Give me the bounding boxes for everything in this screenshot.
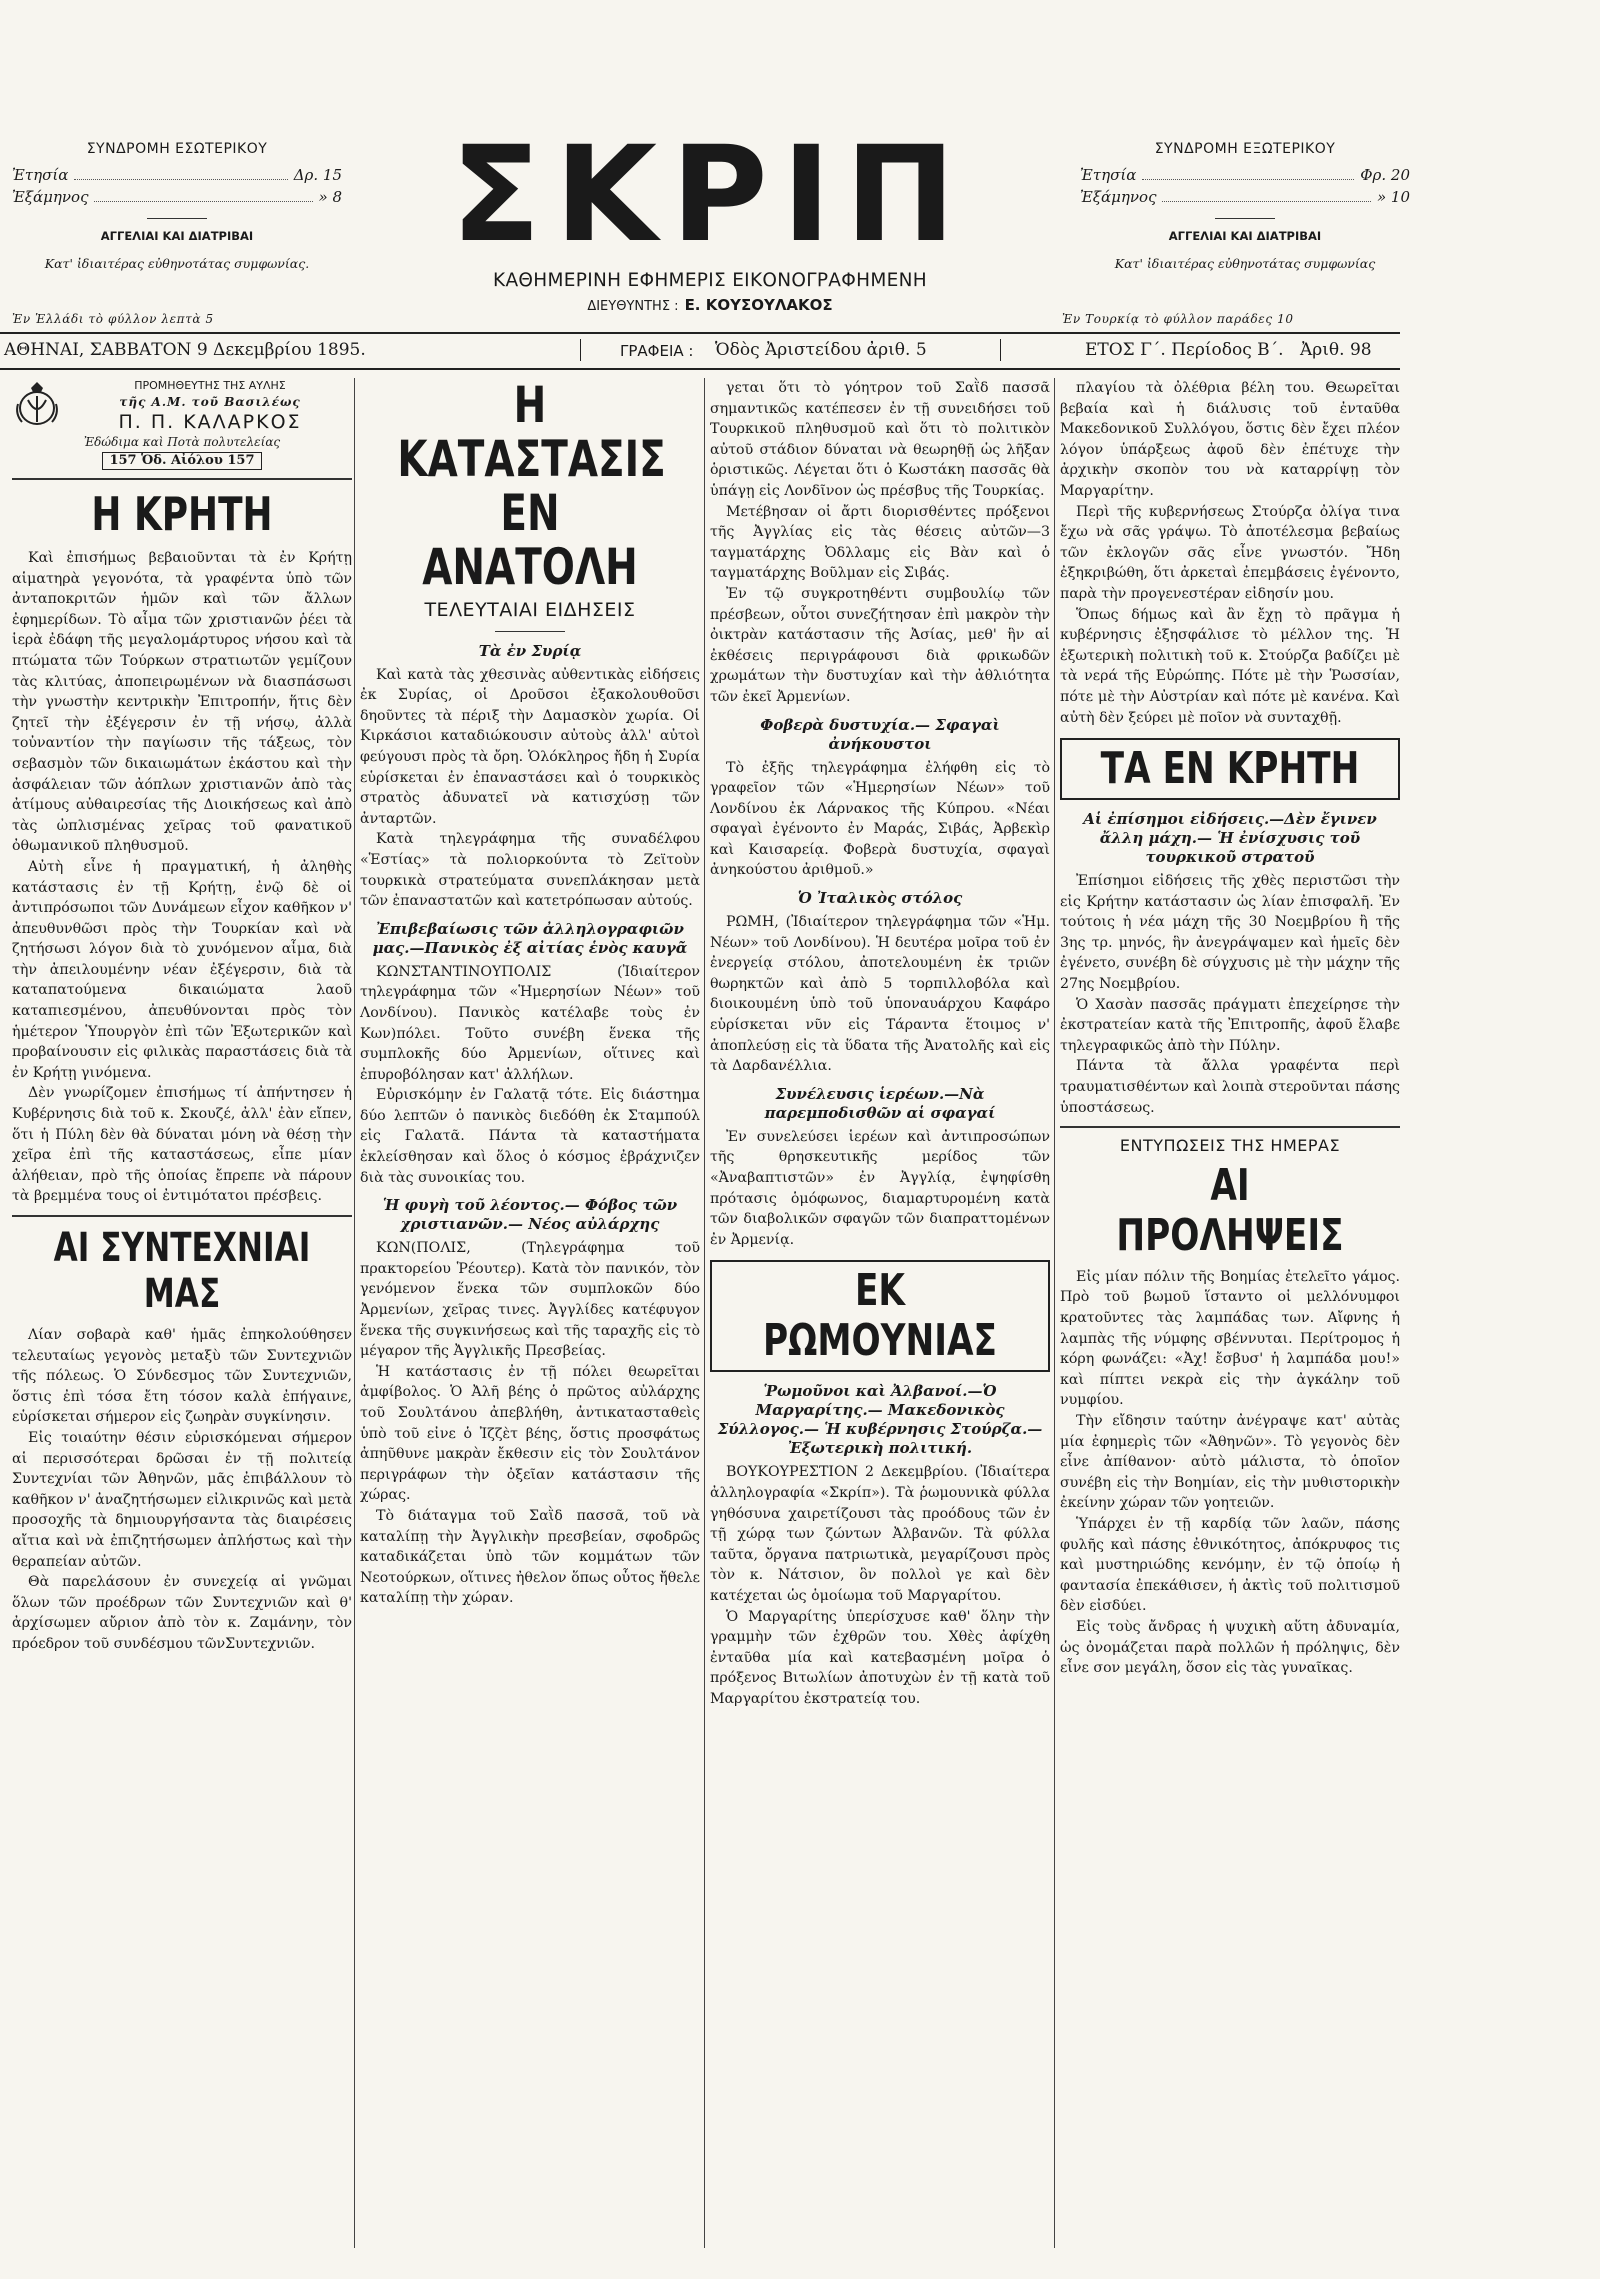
column-2	[360, 378, 700, 1609]
section-official-news: Αἱ ἐπίσημοι εἰδήσεις.—Δὲν ἔγινεν ἄλλη μάχη.— Ἡ ἐνίσχυσις τοῦ τουρκικοῦ στρατοῦ	[1083, 810, 1377, 867]
headline-crete-affairs: ΤΑ ΕΝ ΚΡΗΤΗ	[1100, 743, 1360, 795]
ads-label: ΑΓΓΕΛΙΑΙ ΚΑΙ ΔΙΑΤΡΙΒΑΙ	[1168, 229, 1322, 243]
article-paragraph: Κατὰ τηλεγράφημα τῆς συναδέλφου «Ἑστίας» τὰ πολιορκούντα τὸ Ζεϊτοὺν τουρκικὰ στρατεύματα συνεπλάκησαν μετὰ τῶν ἐπαναστατῶν καὶ κατετρόπωσαν αὐτούς.	[360, 831, 700, 910]
director-line: ΔΙΕΥΘΥΝΤΗΣ : Ε. ΚΟΥΣΟΥΛΑΚΟΣ	[587, 296, 833, 314]
article-paragraph: Ὁ Μαργαρίτης ὑπερίσχυσε καθ' ὅλην τὴν γραμμὴν τῶν ἐχθρῶν του. Χθὲς ἀφίχθη ἐνταῦθα μία καὶ κατεβασμένη μοῖρα ὁ πρόξενος Βιτωλίων ἀποτυχὼν ἐν τῇ κατὰ τοῦ Μαργαρίτου ἐκστρατείᾳ του.	[710, 1608, 1050, 1707]
ads-note: Κατ' ἰδιαιτέρας εὐθηνοτάτας συμφωνίας.	[44, 256, 310, 271]
article-paragraph: γεται ὅτι τὸ γόητρον τοῦ Σαῒδ πασσᾶ σημαντικῶς κατέπεσεν ἐν τῇ συνειδήσει τοῦ Τουρκικοῦ πληθυσμοῦ καὶ ὅτι τὸ πολιτικὸν αὐτοῦ στάδιον δύναται νὰ θεωρηθῇ ὡς λῆξαν ὁριστικῶς. Λέγεται ὅτι ὁ Κωστάκη πασσᾶς θὰ ὑπάγῃ εἰς Λονδῖνον ὡς πρέσβυς τῆς Τουρκίας.	[710, 380, 1050, 499]
ads-note: Κατ' ἰδιαιτέρας εὐθηνοτάτας συμφωνίας	[1114, 256, 1376, 271]
article-paragraph: Εὐρισκόμην ἐν Γαλατᾷ τότε. Εἰς διάστημα δύο λεπτῶν ὁ πανικὸς διεδόθη ἐκ Σταμπούλ εἰς Γαλατᾶ. Πάντα τὰ καταστήματα ἐκλείσθησαν καὶ ὅλος ὁ κόσμος ἐβράχνιζεν διὰ τὰς συνοικίας του.	[360, 1087, 700, 1186]
section-italian-fleet: Ὁ Ἰταλικὸς στόλος	[797, 889, 963, 908]
section-lion-escape: Ἡ φυγὴ τοῦ λέοντος.— Φόβος τῶν χριστιανῶν.— Νέος αὐλάρχης	[382, 1196, 678, 1234]
volume-info: ΕΤΟΣ Γ΄. Περίοδος Β΄.	[1085, 340, 1284, 360]
section-priests-assembly: Συνέλευσις ἱερέων.—Νὰ παρεμποδισθῶν αἱ σφαγαί	[764, 1084, 996, 1122]
ads-label: ΑΓΓΕΛΙΑΙ ΚΑΙ ΔΙΑΤΡΙΒΑΙ	[100, 229, 254, 243]
subheadline-latest-news: ΤΕΛΕΥΤΑΙΑΙ ΕΙΔΗΣΕΙΣ	[424, 599, 636, 621]
column-3	[710, 378, 1050, 1710]
headline-situation: Η ΚΑΤΑΣΤΑΣΙΣ	[397, 376, 666, 488]
subscription-row: Ἐξάμηνος » 10	[1080, 188, 1410, 206]
section-syria: Τὰ ἐν Συρίᾳ	[478, 641, 582, 660]
advertisement-kalarkos: ΠΡΟΜΗΘΕΥΤΗΣ ΤΗΣ ΑΥΛΗΣ τῆς Α.Μ. τοῦ Βασιλέως Π. Π. ΚΑΛΑΡΚΟΣ Ἐδώδιμα καὶ Ποτὰ πολυτελείας 157 Ὁδ. Αἰόλου 157	[12, 378, 352, 470]
office-address: Ὁδὸς Ἀριστείδου ἀριθ. 5	[715, 340, 927, 360]
article-paragraph: Τὸ ἐξῆς τηλεγράφημα ἐλήφθη εἰς τὸ γραφεῖον τῶν «Ἡμερησίων Νέων» τοῦ Λονδίνου ἐκ Λάρνακος τῆς Κύπρου. «Νέαι σφαγαὶ ἐγένοντο ἐν Μαράς, Σιβάς, Ἀρβεκὶρ καὶ Καισαρείᾳ. Φοβερὰ δυστυχία, σφαγαὶ ἀνηκούστου ἀριθμοῦ.»	[710, 759, 1050, 879]
article-paragraph: Ὁ Χασὰν πασσᾶς πράγματι ἐπεχείρησε τὴν ἐκστρατείαν κατὰ τῆς Ἐπιτροπῆς, ἀφοῦ ἔλαβε τηλεγραφικῶς ἀπὸ τὴν Πύλην.	[1060, 996, 1400, 1054]
subscription-title: ΣΥΝΔΡΟΜΗ ΕΞΩΤΕΡΙΚΟΥ	[1154, 141, 1336, 157]
newspaper-logo: ΣΚΡΙΠ	[450, 118, 970, 272]
article-paragraph: Περὶ τῆς κυβερνήσεως Στούρζα ὀλίγα τινα ἔχω νὰ σᾶς γράψω. Τὸ ἀποτέλεσμα βεβαίως τῶν ἐκλογῶν σᾶς εἶνε γνωστόν. Ἤδη ἐξηκριβώθη, ὅτι ἀρκεταὶ ἐπεμβάσεις ἐγένοντο, παρὰ τὴν προγενεστέραν εἰδησίν μου.	[1060, 503, 1400, 602]
section-impressions: ΕΝΤΥΠΩΣΕΙΣ ΤΗΣ ΗΜΕΡΑΣ	[1119, 1136, 1341, 1156]
article-paragraph: Ἐπίσημοι εἰδήσεις τῆς χθὲς περιστῶσι τὴν εἰς Κρήτην κατάστασιν ὡς λίαν ἐπισφαλῆ. Ἐν τούτοις ἡ νέα μάχη τῆς 30 Νοεμβρίου ἢ τῆς 3ης τρ. μηνός, ἣν ἀνεγράψαμεν καὶ ἡμεῖς δὲν ἐγένετο, συνέβη δὲ σύγχυσις μὲ τὴν μάχην τῆς 27ης Νοεμβρίου.	[1060, 873, 1400, 993]
article-paragraph: Καὶ κατὰ τὰς χθεσινὰς αὐθεντικὰς εἰδήσεις ἐκ Συρίας, οἱ Δροῦσοι ἐξακολουθοῦσι δηοῦντες τὰ πέριξ τὴν Δαμασκὸν χωρία. Οἱ Κιρκάσιοι καταδιώκουσιν αὐτοὺς ἀλλ' αὐτοὶ φεύγουσι πρὸς τὰ ὄρη. Ὁλόκληρος ἤδη ἡ Συρία εὑρίσκεται ἐν ἐπαναστάσει καὶ ὁ τουρκικὸς στρατὸς ἀδυνατεῖ νὰ κατισχύσῃ τῶν ἀνταρτῶν.	[360, 666, 700, 827]
subscription-row: Ἐτησία Δρ. 15	[12, 166, 342, 184]
tagline: ΚΑΘΗΜΕΡΙΝΗ ΕΦΗΜΕΡΙΣ ΕΙΚΟΝΟΓΡΑΦΗΜΕΝΗ	[493, 270, 927, 291]
headline-superstitions: ΑΙ ΠΡΟΛΗΨΕΙΣ	[1116, 1159, 1344, 1261]
article-paragraph: Ὑπάρχει ἐν τῇ καρδίᾳ τῶν λαῶν, πάσης φυλῆς καὶ πάσης ἐθνικότητος, ἀπόκρυφος τις καὶ μυστηριώδης κενόμην, ἐν τῷ ὁποίῳ ἡ φαντασία ἐπεκάθισεν, ἡ ἀκτὶς τοῦ πολιτισμοῦ δὲν εἰσδύει.	[1060, 1515, 1400, 1615]
column-1	[12, 378, 352, 1655]
column-4	[1060, 378, 1400, 1679]
article-paragraph: ΚΩΝ(ΠΟΛΙΣ, (Τηλεγράφημα τοῦ πρακτορείου Ῥέουτερ). Κατὰ τὸν πανικόν, τὸν γενόμενον ἕνεκα τῶν συμπλοκῶν δύο Ἀρμενίων, χεῖρας τινες. Ἀγγλίδες κατέφυγον ἕνεκα τῆς συγκινήσεως καὶ τῆς ταραχῆς εἰς τὸ μέγαρον τῆς Ἀγγλικῆς Πρεσβείας.	[360, 1240, 700, 1360]
date-bar	[0, 332, 1400, 370]
article-paragraph: Μετέβησαν οἱ ἄρτι διορισθέντες πρόξενοι τῆς Ἀγγλίας εἰς τὰς θέσεις αὐτῶν—3 ταγματάρχης Ὀδλλαμς εἰς Βὰν καὶ ὁ ταγματάρχης Βοῦλμαν εἰς Σιβάς.	[710, 503, 1050, 582]
article-paragraph: Πάντα τὰ ἄλλα γραφέντα περὶ τραυματισθέντων καὶ λοιπὰ στεροῦνται πάσης ὑποστάσεως.	[1060, 1058, 1400, 1116]
section-romania-subheads: Ῥωμοῦνοι καὶ Ἀλβανοί.—Ὁ Μαργαρίτης.— Μακεδονικὸς Σύλλογος.— Ἡ κυβέρνησις Στούρζα.—Ἐξωτερικὴ πολιτική.	[717, 1382, 1043, 1458]
subscription-row: Ἐξάμηνος » 8	[12, 188, 342, 206]
subscription-domestic	[12, 138, 342, 275]
article-paragraph: Ἡ κατάστασις ἐν τῇ πόλει θεωρεῖται ἀμφίβολος. Ὁ Ἀλῆ βέης ὁ πρῶτος αὐλάρχης τοῦ Σουλτάνου ἀπεβλήθη, ἀντικατασταθεὶς ὑπὸ τοῦ εἰνε ὁ Ἰζζὲτ βέης, ὅστις προσφάτως ἀπηῦθυνε μακρὰν ἔκθεσιν εἰς τὸν Σουλτάνον περιγράφων τὴν ὀξεῖαν κατάστασιν τῆς χώρας.	[360, 1363, 700, 1504]
headline-guilds: ΑΙ ΣΥΝΤΕΧΝΙΑΙ ΜΑΣ	[53, 1225, 311, 1317]
article-paragraph: πλαγίου τὰ ὀλέθρια βέλη του. Θεωρεῖται βεβαία καὶ ἡ διάλυσις τοῦ ἐνταῦθα Μακεδονικοῦ Συλλόγου, ὅστις δὲν ἔχει πλέον λόγον ὑπάρξεως ἀφοῦ δὲν ἐπέτυχε τὴν ἀρχικὴν σκοπὸν του νὰ καταρρίψῃ τὸν Μαργαρίτην.	[1060, 380, 1400, 499]
article-paragraph: Εἰς τοιαύτην θέσιν εὑρισκόμεναι σήμερον αἱ περισσότεραι δρῶσαι ἐν τῇ πολιτείᾳ Συντεχνίαι τῶν Ἀθηνῶν, μᾶς ἐπιβάλλουν τὸ καθῆκον ν' ἀναζητήσωμεν εἰλικρινῶς καὶ μετὰ προσοχῆς τὰ δημιουργήσαντα τὰς διαιρέσεις αἴτια καὶ νὰ ἐπιζητήσωμεν ἀπλήστως καὶ τὴν θεραπείαν αὐτῶν.	[12, 1429, 352, 1570]
subscription-row: Ἐτησία Φρ. 20	[1080, 166, 1410, 184]
price-greece: Ἐν Ἑλλάδι τὸ φύλλον λεπτὰ 5	[12, 312, 214, 326]
section-confirmation: Ἐπιβεβαίωσις τῶν ἀλληλογραφιῶν μας.—Πανικὸς ἐξ αἰτίας ἑνὸς καυγᾶ	[372, 919, 688, 957]
headline-east: ΕΝ ΑΝΑΤΟΛΗ	[422, 484, 638, 596]
article-paragraph: Καὶ ἐπισήμως βεβαιοῦνται τὰ ἐν Κρήτῃ αἱματηρὰ γεγονότα, τὰ γραφέντα ὑπὸ τῶν ἀνταποκριτῶν ἡμῶν καὶ τῶν ἄλλων ἐφημερίδων. Τὸ αἷμα τῶν χριστιανῶν ῥέει τὰ ἱερὰ ἐδάφη τῆς μεγαλομάρτυρος νήσου καὶ τὰ πτώματα τῶν Τούρκων στρατιωτῶν γεμίζουν τὰς κλιτύας, ἀποπειρωμένων νὰ διασπάσωσι τὴν γνωστὴν κεντρικὴν Ἐπιτροπήν, ἥτις δὲν ζητεῖ τὴν ἐξέγερσιν ἐν τῇ νήσῳ, ἀλλὰ τοὐναντίον τὴν παγίωσιν τῆς τάξεως, τὸν σεβασμὸν τῶν δικαιωμάτων ἑκάστου καὶ τὴν ἀσφάλειαν τῶν ἀόπλων χριστιανῶν ἀπὸ τὰς ἀτίμους αὐθαιρεσίας τῆς Διοικήσεως καὶ ἀπὸ τὰς ὠπλισμένας χεῖρας τοῦ φανατικοῦ ὀθωμανικοῦ πληθυσμοῦ.	[12, 550, 352, 855]
article-paragraph: Αὐτὴ εἶνε ἡ πραγματική, ἡ ἀληθὴς κατάστασις ἐν τῇ Κρήτῃ, ἐνῷ δὲ οἱ ἀντιπρόσωποι τῶν Δυνάμεων εἶχον καθῆκον ν' ἀπευθυνθῶσι πρὸς τὴν Τουρκίαν καὶ νὰ ζητήσωσι λόγον διὰ τὸ χυνόμενον αἷμα, διὰ τὴν ἀπειλουμένην νέαν ἐξέγερσιν, διὰ τὰ καταπατούμενα δικαιώματα λαοῦ καταπιεσμένου, ἀπευθύνονται πρὸς τὸν ἡμέτερον Ὑπουργὸν ἐπὶ τῶν Ἐξωτερικῶν καὶ προβαίνουσιν εἰς φιλικὰς παραστάσεις διὰ τὰ ἐν Κρήτῃ γινόμενα.	[12, 858, 352, 1081]
article-paragraph: ΡΩΜΗ, (Ἰδιαίτερον τηλεγράφημα τῶν «Ἡμ. Νέων» τοῦ Λονδίνου). Ἡ δευτέρα μοῖρα τοῦ ἐν ἐνεργείᾳ στόλου, ἀποτελουμένη ἐκ τριῶν θωρηκτῶν καὶ ἀπὸ 5 τορπιλλοβόλα καὶ διοικουμένη ὑπὸ τοῦ ὑποναυάρχου Καφάρο εὑρίσκεται νῦν εἰς Τάραντα ἕτοιμος ν' ἀποπλεύσῃ εἰς τὰ ὕδατα τῆς Ἀνατολῆς καὶ εἰς τὰ Δαρδανέλλια.	[710, 914, 1050, 1075]
section-misery: Φοβερὰ δυστυχία.— Σφαγαὶ ἀνήκουστοι	[760, 715, 1000, 753]
office-label: ΓΡΑΦΕΙΑ :	[620, 342, 694, 360]
subscription-title: ΣΥΝΔΡΟΜΗ ΕΣΩΤΕΡΙΚΟΥ	[86, 141, 268, 157]
article-paragraph: Εἰς τοὺς ἄνδρας ἡ ψυχικὴ αὕτη ἀδυναμία, ὡς ὀνομάζεται παρὰ πολλῶν ἡ πρόληψις, δὲν εἶνε σον μεγάλη, ὅσον εἰς τὰς γυναῖκας.	[1060, 1618, 1400, 1677]
headline-romania: ΕΚ ΡΩΜΟΥΝΙΑΣ	[762, 1265, 997, 1367]
price-turkey: Ἐν Τουρκίᾳ τὸ φύλλον παράδες 10	[1062, 312, 1294, 326]
article-paragraph: Δὲν γνωρίζομεν ἐπισήμως τί ἀπήντησεν ἡ Κυβέρνησις διὰ τοῦ κ. Σκουζέ, ἀλλ' ἐὰν εἴπεν, ὅτι ἡ Πύλη δὲν θὰ δύναται μόνη νὰ θέσῃ τὴν χεῖρα ἐπὶ τῆς καταστάσεως, εἶπε μίαν ἀλήθειαν, πρὸ τῆς ὁποίας ἔπρεπε νὰ πάρουν τὰ βρεμμένα τους οἱ ἐντιμότατοι πρέσβεις.	[12, 1085, 352, 1205]
article-paragraph: ΚΩΝΣΤΑΝΤΙΝΟΥΠΟΛΙΣ (Ἰδιαίτερον τηλεγράφημα τῶν «Ἡμερησίων Νέων» τοῦ Λονδίνου). Πανικὸς κατέλαβε τοὺς ἐν Κων)πόλει. Τοῦτο συνέβη ἕνεκα τῆς συμπλοκῆς δύο Ἀρμενίων, οἵτινες καὶ ἐπυροβόλησαν κατ' ἀλλήλων.	[360, 963, 700, 1083]
headline-crete: Η ΚΡΗΤΗ	[91, 487, 273, 541]
article-paragraph: Ἐν συνελεύσει ἱερέων καὶ ἀντιπροσώπων τῆς θρησκευτικῆς μερίδος τῶν «Ἀναβαπτιστῶν» ἐν Ἀγγλίᾳ, ἐψηφίσθη πρότασις ὁμόφωνος, διαμαρτυρομένη κατὰ τῶν διαβολικῶν σφαγῶν τῶν διαπραττομένων ἐν Ἀρμενίᾳ.	[710, 1128, 1050, 1248]
article-paragraph: Ὅπως δήμως καὶ ἂν ἔχῃ τὸ πρᾶγμα ἡ κυβέρνησις ἐξησφάλισε τὸ μέλλον της. Ἡ ἐξωτερικὴ πολιτικὴ τοῦ κ. Στούρζα βαδίζει μὲ τὰ νερά τῆς Εὐρώπης. Πότε μὲ τὴν Ῥωσσίαν, πότε μὲ τὴν Αὐστρίαν καὶ πότε μὲ κανένα. Καὶ αὐτὴ δὲν ξεύρει μὲ ποῖον νὰ συνταχθῇ.	[1060, 606, 1400, 726]
issue-date: ΑΘΗΝΑΙ, ΣΑΒΒΑΤΟΝ 9 Δεκεμβρίου 1895.	[4, 340, 366, 360]
article-paragraph: Τὴν εἴδησιν ταύτην ἀνέγραψε κατ' αὐτὰς μία ἐφημερὶς τῶν «Ἀθηνῶν». Τὸ γεγονὸς δὲν εἶνε ἀπίθανον· αὐτὸ μάλιστα, τὸ ὁποῖον συνέβη εἰς τὴν Βοημίαν, εἰς τὴν μυθιστορικὴν ἐκείνην χώραν τῶν γοητειῶν.	[1060, 1412, 1400, 1512]
article-paragraph: Θὰ παρελάσουν ἐν συνεχείᾳ αἱ γνῶμαι ὅλων τῶν προέδρων τῶν Συντεχνιῶν καὶ θ' ἀρχίσωμεν αὔριον ἀπὸ τὸν κ. Ζαμάνην, τὸν πρόεδρον τοῦ συνδέσμου τῶνΣυντεχνιῶν.	[12, 1574, 352, 1652]
article-paragraph: Τὸ διάταγμα τοῦ Σαῒδ πασσᾶ, τοῦ νὰ καταλίπῃ τὴν Ἀγγλικὴν πρεσβείαν, σφοδρῶς καταδικάζεται ὑπὸ τῶν κομμάτων τῶν Νεοτούρκων, οἵτινες ἠθελον ὅπως οὗτος ἤθελε καταλίπῃ τὴν χώραν.	[360, 1507, 700, 1607]
article-paragraph: Εἰς μίαν πόλιν τῆς Βοημίας ἐτελεῖτο γάμος. Πρὸ τοῦ βωμοῦ ἵσταντο οἱ μελλόνυμφοι κρατοῦντες τὰς λαμπάδας των. Αἴφνης ἡ λαμπὰς τῆς νύμφης σβέννυται. Περίτρομος ἡ κόρη φωνάζει: «Ἀχ! ἔσβυσ' ἡ λαμπάδα μου!» καὶ πίπτει νεκρὰ εἰς τὴν ἀγκάλην τοῦ νυμφίου.	[1060, 1268, 1400, 1409]
article-paragraph: Λίαν σοβαρὰ καθ' ἡμᾶς ἐπηκολούθησεν τελευταίως γεγονὸς μεταξὺ τῶν Συντεχνιῶν τῆς πόλεως. Ὁ Σύνδεσμος τῶν Συντεχνιῶν, ὅστις ἐπὶ τόσα ἔτη τόσον καλὰ ἐπήγαινε, εὑρίσκεται σήμερον εἰς ζωηρὰν συγκίνησιν.	[12, 1327, 352, 1426]
article-paragraph: Ἐν τῷ συγκροτηθέντι συμβουλίῳ τῶν πρέσβεων, οὗτοι συνεζήτησαν ἐπὶ μακρὸν τὴν ὀικτρὰν κατάστασιν τῆς Ἀσίας, μεθ' ἣν αἱ ἐκθέσεις περιγράφουσι διὰ φρικωδῶν χρωμάτων τὴν δυστυχίαν καὶ τὴν ἀθλιότητα τῶν ἐκεῖ Ἀρμενίων.	[710, 585, 1050, 705]
article-paragraph: ΒΟΥΚΟΥΡΕΣΤΙΟΝ 2 Δεκεμβρίου. (Ἰδιαίτερα ἀλληλογραφία «Σκρίπ»). Τὰ ῥωμουνικὰ φύλλα γηθόσυνα χαιρετίζουσι τὰς προόδους τῶν ἐν τῇ χώρᾳ των ζώντων Ἀλβανῶν. Τὰ φύλλα ταῦτα, ὄργανα πατριωτικὰ, μεγαρίζουσι πρὸς τὸν κ. Νάτσιον, ὃν πολλοὶ γε καὶ δὲν κατέχεται ὡς ὁμοίωμα τοῦ Μαργαρίτου.	[710, 1464, 1050, 1604]
royal-crest-icon	[12, 378, 62, 428]
subscription-foreign	[1080, 138, 1410, 275]
issue-number: Ἀριθ. 98	[1300, 340, 1372, 360]
